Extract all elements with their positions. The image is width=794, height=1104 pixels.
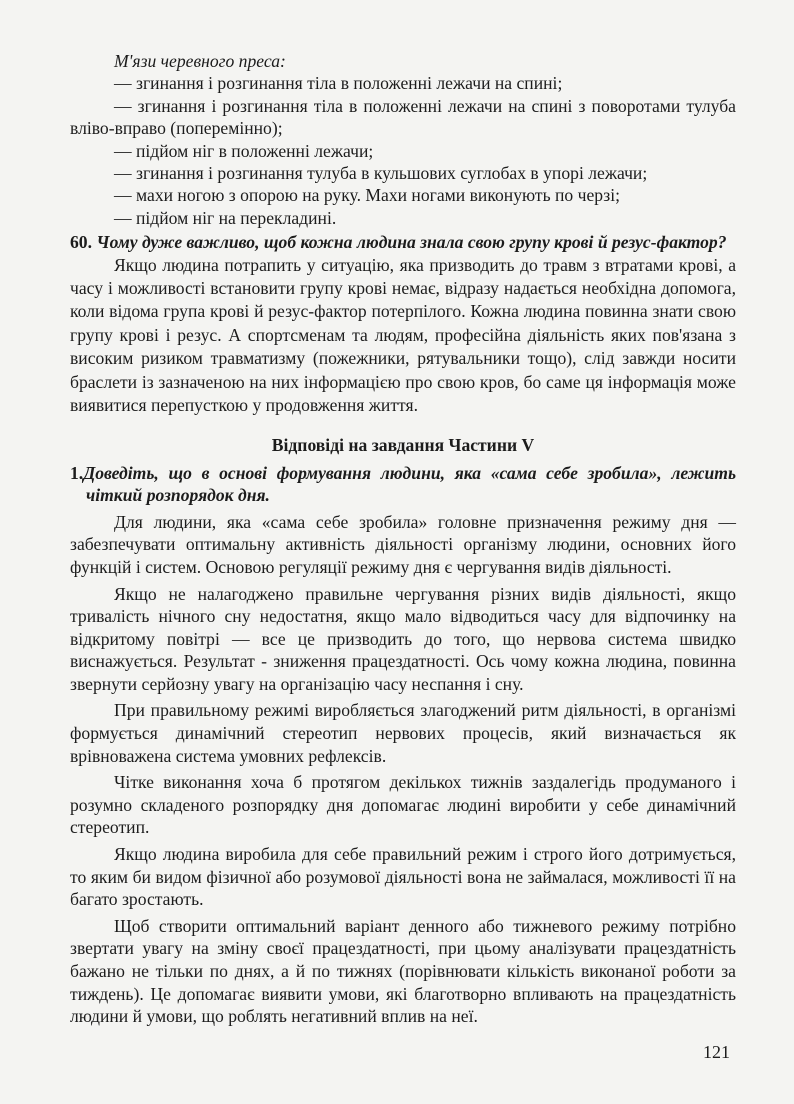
- question-label: Чому дуже важливо, щоб кожна людина знала свою групу крові й резус-фактор?: [96, 232, 727, 253]
- paragraph: Чітке виконання хоча б протягом декількох тижнів заздалегідь продуманого і розумно складеного розпорядку дня допомагає людині виробити у себе динамічний стереотип.: [70, 772, 736, 838]
- section-heading: М'язи черевного преса:: [114, 51, 286, 71]
- question-text: [70, 231, 736, 253]
- paragraph: Якщо не налагоджено правильне чергування різних видів діяльності, якщо тривалість нічного сну недостатня, якщо мало відводиться часу для відпочинку на відкритому повітрі — все це призводить до того, що нервова система швидко виснажується. Результат - зниження працездатності. Ось чому кожна людина, повинна звернути серйозну увагу на організацію часу неспання і сну.: [70, 583, 736, 694]
- section-title: Відповіді на завдання Частини V: [271, 434, 535, 455]
- answer-paragraph: Якщо людина потрапить у ситуацію, яка призводить до травм з втратами крові, а часу і можливості встановити групу крові немає, відразу надається необхідна допомога, коли відома група крові й резус-фактор потерпілого. Кожна людина повинна знати свою групу крові і резус. А спортсменам та людям, професійна діяльність яких пов'язана з високим ризиком травматизму (пожежники, рятувальники тощо), слід завжди носити браслети із зазначеною на них інформацією про свою кров, бо саме ця інформація може виявитися перепусткою у продовження життя.: [70, 254, 736, 416]
- part-5-answers: [70, 434, 736, 1028]
- list-item: — підйом ніг в положенні лежачи;: [114, 140, 374, 161]
- question-number: 60.: [70, 232, 92, 253]
- list-item: — підйом ніг на перекладині.: [114, 207, 337, 228]
- question-number: 1.: [70, 462, 84, 483]
- question-label: Доведіть, що в основі формування людини, яка «сама себе зробила», лежить чіткий розпорядок дня.: [83, 462, 736, 506]
- list-item: — згинання і розгинання тіла в положенні лежачи на спині;: [114, 73, 563, 94]
- paragraph: Якщо людина виробила для себе правильний режим і строго його дотримується, то яким би видом фізичної або розумової діяльності вона не займалася, можливості її на багато зростають.: [70, 844, 736, 910]
- list-item: — згинання і розгинання тіла в положенні лежачи на спині з поворотами тулуба вліво-вправо (поперемінно);: [70, 95, 736, 139]
- page-number: 121: [703, 1041, 730, 1062]
- list-item: — згинання і розгинання тулуба в кульшових суглобах в упорі лежачи;: [114, 163, 648, 184]
- paragraph: Для людини, яка «сама себе зробила» головне призначення режиму дня — забезпечувати оптимальну активність діяльності організму людини, основних його функцій і систем. Основою регуляції режиму дня є чергування видів діяльності.: [70, 511, 736, 577]
- question-1: [70, 462, 736, 507]
- paragraph: При правильному режимі виробляється злагоджений ритм діяльності, в організмі формується динамічний стереотип нервових процесів, який визначається як врівноважена система умовних рефлексів.: [70, 700, 736, 766]
- section-abdominal-exercises: [70, 50, 736, 229]
- page: [70, 0, 736, 1083]
- paragraph: Щоб створити оптимальний варіант денного або тижневого режиму потрібно звертати увагу на зміну своєї працездатності, при цьому аналізувати працездатність бажано не тільки по днях, а й по тижнях (порівнювати кількість виконаної роботи за тиждень). Це допомагає виявити умови, які благотворно впливають на працездатність людини й умови, що роблять негативний вплив на неї.: [70, 915, 736, 1027]
- question-60: [70, 231, 736, 417]
- list-item: — махи ногою з опорою на руку. Махи ногами виконують по черзі;: [114, 185, 621, 206]
